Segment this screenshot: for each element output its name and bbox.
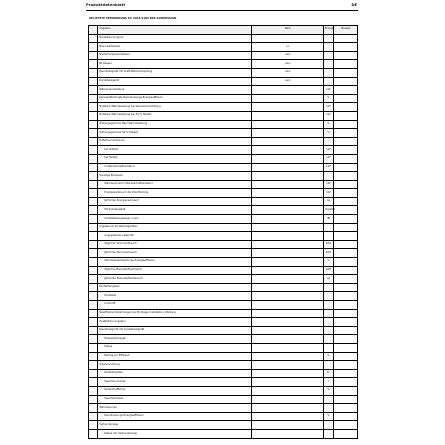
table-row [89, 335, 358, 344]
row-label: Kontaktangaben [98, 283, 252, 292]
table-row [89, 180, 358, 189]
row-unit: mg/kWh [323, 206, 333, 215]
side-cell [89, 240, 98, 249]
row-value [252, 146, 323, 155]
row-label: Täglicher Brennstoffverbrauch [98, 266, 252, 275]
row-label: Hilfsstromverbrauch [98, 137, 252, 146]
table-row [89, 172, 358, 181]
table-row [89, 266, 358, 275]
side-cell [89, 215, 98, 224]
row-note [334, 86, 358, 95]
row-unit: kW [323, 189, 333, 198]
row-label: Wärmeverlust im Bereitschaftszustand [98, 180, 252, 189]
row-unit [323, 232, 333, 241]
row-note [334, 352, 358, 361]
row-unit: % [323, 386, 333, 395]
row-label: Kollektoreffizienz [98, 386, 252, 395]
row-unit: % [323, 412, 333, 421]
side-cell [89, 111, 98, 120]
row-value [252, 86, 323, 95]
row-label: Verbundanlage [98, 421, 252, 430]
row-unit [323, 60, 333, 69]
row-unit [323, 335, 333, 344]
row-label: Jahreszeitbedingte Raumheizungs-Energieeffizienz [98, 94, 252, 103]
side-cell [89, 60, 98, 69]
row-value: nein [252, 77, 323, 86]
row-label: Jährlicher Brennstoffverbrauch [98, 275, 252, 284]
row-note [334, 34, 358, 43]
side-cell [89, 34, 98, 43]
row-unit [323, 361, 333, 370]
side-cell [89, 103, 98, 112]
row-label: Modellkennung(en) [98, 34, 252, 43]
row-unit: kW [323, 146, 333, 155]
row-label: Speicherklasse [98, 395, 252, 404]
row-value [252, 34, 323, 43]
row-value [252, 335, 323, 344]
row-unit: kW [323, 180, 333, 189]
row-label: bei Volllast [98, 146, 252, 155]
table-row [89, 43, 358, 52]
row-label: Temperaturregler [98, 335, 252, 344]
row-value [252, 180, 323, 189]
row-label: Klasse [98, 343, 252, 352]
row-value [252, 163, 323, 172]
table-row [89, 111, 358, 120]
row-note [334, 412, 358, 421]
row-unit: % [323, 258, 333, 267]
row-label: bei Teillast [98, 154, 252, 163]
row-unit [323, 34, 333, 43]
side-cell [89, 429, 98, 438]
side-cell [89, 258, 98, 267]
row-note [334, 60, 358, 69]
row-value: ja [252, 43, 323, 52]
row-unit: kWh [323, 240, 333, 249]
row-unit: kW [323, 154, 333, 163]
side-cell [89, 343, 98, 352]
row-note [334, 249, 358, 258]
row-note [334, 343, 358, 352]
table-row [89, 386, 358, 395]
table-header-row [89, 26, 358, 35]
side-cell [89, 180, 98, 189]
table-row [89, 240, 358, 249]
row-unit [323, 172, 333, 181]
side-cell [89, 223, 98, 232]
row-note [334, 206, 358, 215]
row-unit: % [323, 94, 333, 103]
row-note [334, 154, 358, 163]
row-note [334, 240, 358, 249]
row-note [334, 335, 358, 344]
row-value [252, 429, 323, 438]
row-note [334, 223, 358, 232]
row-note [334, 404, 358, 413]
side-cell [89, 189, 98, 198]
table-row [89, 86, 358, 95]
side-cell [89, 412, 98, 421]
row-label: Raumheizgerät mit Kraft-Wärme-Kopplung [98, 68, 252, 77]
row-unit: kWh [323, 266, 333, 275]
row-value [252, 352, 323, 361]
row-value [252, 326, 323, 335]
row-value [252, 111, 323, 120]
side-cell [89, 292, 98, 301]
row-note [334, 172, 358, 181]
row-value [252, 258, 323, 267]
document-title: Produktdatenblatt [86, 3, 126, 7]
row-label: Wärmepumpe [98, 404, 252, 413]
row-value [252, 412, 323, 421]
table-row [89, 249, 358, 258]
row-note [334, 258, 358, 267]
row-unit [323, 343, 333, 352]
row-value [252, 154, 323, 163]
row-value [252, 129, 323, 138]
side-cell [89, 26, 98, 35]
table-row [89, 326, 358, 335]
row-value [252, 421, 323, 430]
table-row [89, 258, 358, 267]
row-value: nein [252, 51, 323, 60]
row-value [252, 318, 323, 327]
row-unit: l [323, 378, 333, 387]
regulation-subtitle: GELISTETE VERORDNUNG EU 2015/1189 DES KOMMISSION [89, 17, 177, 20]
side-cell [89, 206, 98, 215]
side-cell [89, 386, 98, 395]
row-note [334, 68, 358, 77]
side-cell [89, 86, 98, 95]
row-unit: kWh [323, 249, 333, 258]
row-note [334, 275, 358, 284]
row-note [334, 103, 358, 112]
side-cell [89, 249, 98, 258]
row-label: Zusätzliche Angaben [98, 318, 252, 327]
row-value [252, 103, 323, 112]
row-note [334, 197, 358, 206]
row-label: Täglicher Stromverbrauch [98, 240, 252, 249]
row-value [252, 223, 323, 232]
side-cell [89, 335, 98, 344]
side-cell [89, 395, 98, 404]
side-cell [89, 326, 98, 335]
column-header: Hinweis [334, 26, 358, 35]
side-cell [89, 146, 98, 155]
row-value: nein [252, 68, 323, 77]
row-unit [323, 309, 333, 318]
header-rule [86, 10, 358, 11]
table-row [89, 206, 358, 215]
row-unit [323, 223, 333, 232]
table-row [89, 361, 358, 370]
table-row [89, 369, 358, 378]
side-cell [89, 129, 98, 138]
row-unit: kW [323, 163, 333, 172]
table-row [89, 318, 358, 327]
column-header: Einheit [323, 26, 333, 35]
table-row [89, 404, 358, 413]
row-value [252, 369, 323, 378]
row-label: Nutzbare Wärmeleistung bei Nennwärmeleistung [98, 103, 252, 112]
side-cell [89, 378, 98, 387]
table-row [89, 94, 358, 103]
side-cell [89, 68, 98, 77]
side-cell [89, 163, 98, 172]
table-row [89, 120, 358, 129]
side-cell [89, 404, 98, 413]
row-value [252, 94, 323, 103]
side-cell [89, 94, 98, 103]
row-label: Niedertemperaturkessel [98, 51, 252, 60]
row-value [252, 404, 323, 413]
row-unit [323, 395, 333, 404]
row-note [334, 318, 358, 327]
row-note [334, 326, 358, 335]
row-note [334, 215, 358, 224]
row-label: Kombiheizgerät [98, 77, 252, 86]
row-note [334, 189, 358, 198]
side-cell [89, 369, 98, 378]
table-row [89, 163, 358, 172]
table-row [89, 223, 358, 232]
language-code: DE [351, 3, 357, 7]
row-label: Jährlicher Stromverbrauch [98, 249, 252, 258]
side-cell [89, 137, 98, 146]
table-row [89, 429, 358, 438]
row-note [334, 361, 358, 370]
row-note [334, 111, 358, 120]
row-unit [323, 283, 333, 292]
table-row [89, 34, 358, 43]
side-cell [89, 120, 98, 129]
row-label: Solareinrichtung [98, 361, 252, 370]
table-row [89, 343, 358, 352]
table-row [89, 301, 358, 310]
table-row [89, 154, 358, 163]
row-value [252, 283, 323, 292]
row-unit: GJ [323, 197, 333, 206]
row-unit: % [323, 352, 333, 361]
row-unit [323, 292, 333, 301]
row-value [252, 343, 323, 352]
table-row [89, 77, 358, 86]
table-row [89, 395, 358, 404]
table-row [89, 68, 358, 77]
side-cell [89, 154, 98, 163]
row-unit [323, 77, 333, 86]
row-unit: dB [323, 215, 333, 224]
row-note [334, 232, 358, 241]
table-row [89, 189, 358, 198]
row-unit: GJ [323, 275, 333, 284]
row-label: Beitrag zur Effizienz [98, 352, 252, 361]
table-row [89, 352, 358, 361]
row-unit [323, 51, 333, 60]
side-cell [89, 275, 98, 284]
table-row [89, 232, 358, 241]
row-label: Angegebenes Lastprofil [98, 232, 252, 241]
row-value [252, 386, 323, 395]
row-value [252, 137, 323, 146]
row-label: Warmwasserbereitungs-Energieeffizienz [98, 258, 252, 267]
row-value [252, 215, 323, 224]
row-label: Brennwertkessel [98, 43, 252, 52]
row-value [252, 172, 323, 181]
row-note [334, 180, 358, 189]
row-value [252, 206, 323, 215]
table-body [89, 26, 358, 439]
row-unit [323, 404, 333, 413]
row-label: im Bereitschaftszustand [98, 163, 252, 172]
row-note [334, 429, 358, 438]
side-cell [89, 318, 98, 327]
side-cell [89, 172, 98, 181]
side-cell [89, 266, 98, 275]
table-row [89, 51, 358, 60]
row-value [252, 240, 323, 249]
table-row [89, 283, 358, 292]
row-label: Wirkungsgrad bei 30 % Teillast [98, 129, 252, 138]
row-note [334, 129, 358, 138]
table-row [89, 378, 358, 387]
row-unit [323, 137, 333, 146]
side-cell [89, 77, 98, 86]
side-cell [89, 309, 98, 318]
row-note [334, 292, 358, 301]
row-label: Kollektorgröße [98, 369, 252, 378]
row-note [334, 146, 358, 155]
row-value [252, 266, 323, 275]
table-row [89, 197, 358, 206]
row-note [334, 283, 358, 292]
side-cell [89, 232, 98, 241]
row-unit: % [323, 129, 333, 138]
row-label: Energieverbrauch der Zündflamme [98, 189, 252, 198]
row-note [334, 301, 358, 310]
side-cell [89, 421, 98, 430]
side-cell [89, 361, 98, 370]
row-note [334, 43, 358, 52]
row-note [334, 163, 358, 172]
row-unit: kW [323, 111, 333, 120]
side-cell [89, 283, 98, 292]
row-note [334, 266, 358, 275]
row-value [252, 275, 323, 284]
side-cell [89, 352, 98, 361]
row-note [334, 386, 358, 395]
row-unit [323, 318, 333, 327]
product-data-table [88, 25, 358, 439]
row-label: Schallleistungspegel, innen [98, 215, 252, 224]
row-label: Jährlicher Energieverbrauch [98, 197, 252, 206]
row-value [252, 361, 323, 370]
row-label: Sonstige Elemente [98, 172, 252, 181]
row-label: Stickoxidausstoß [98, 206, 252, 215]
row-label: Angaben zu Kombiheizgeräten [98, 223, 252, 232]
table-row [89, 421, 358, 430]
table-row [89, 60, 358, 69]
side-cell [89, 197, 98, 206]
row-unit [323, 43, 333, 52]
row-value: nein [252, 60, 323, 69]
row-value [252, 249, 323, 258]
row-note [334, 51, 358, 60]
row-value [252, 378, 323, 387]
table-row [89, 292, 358, 301]
row-unit [323, 326, 333, 335]
row-unit [323, 429, 333, 438]
table-row [89, 146, 358, 155]
row-note [334, 369, 358, 378]
row-label: Klasse der Verbundanlage [98, 429, 252, 438]
row-label: Nutzbare Wärmeleistung bei 30 % Teillast [98, 111, 252, 120]
row-unit [323, 68, 333, 77]
table-row [89, 103, 358, 112]
table-row [89, 275, 358, 284]
row-note [334, 309, 358, 318]
table-row [89, 215, 358, 224]
row-value [252, 120, 323, 129]
row-unit [323, 421, 333, 430]
row-value [252, 232, 323, 241]
row-label: B1-Kessel [98, 60, 252, 69]
row-label: Wärmenennleistung [98, 86, 252, 95]
table-row [89, 137, 358, 146]
side-cell [89, 43, 98, 52]
row-value [252, 309, 323, 318]
row-label: Anschrift [98, 301, 252, 310]
row-value [252, 395, 323, 404]
row-value [252, 292, 323, 301]
row-note [334, 77, 358, 86]
side-cell [89, 51, 98, 60]
column-header: Wert [252, 26, 323, 35]
row-note [334, 395, 358, 404]
row-unit [323, 301, 333, 310]
row-value [252, 301, 323, 310]
row-value [252, 189, 323, 198]
row-label: Raumheizgerät mit Zusatzheizgerät [98, 326, 252, 335]
table-row [89, 412, 358, 421]
row-unit: % [323, 120, 333, 129]
row-unit: kW [323, 86, 333, 95]
row-label: Wirkungsgrad bei Nennwärmeleistung [98, 120, 252, 129]
row-note [334, 137, 358, 146]
table-row [89, 129, 358, 138]
row-unit: m² [323, 369, 333, 378]
row-label: Spezifische Vorkehrungen bei Montage, Installation, Wartung [98, 309, 252, 318]
table-row [89, 309, 358, 318]
column-header: Angaben [98, 26, 252, 35]
row-note [334, 94, 358, 103]
row-unit: kW [323, 103, 333, 112]
row-note [334, 421, 358, 430]
row-label: Hersteller [98, 292, 252, 301]
side-cell [89, 301, 98, 310]
row-value [252, 197, 323, 206]
row-label: Speichervolumen [98, 378, 252, 387]
row-label: Raumheizungs-Energieeffizienz [98, 412, 252, 421]
row-note [334, 378, 358, 387]
row-note [334, 120, 358, 129]
